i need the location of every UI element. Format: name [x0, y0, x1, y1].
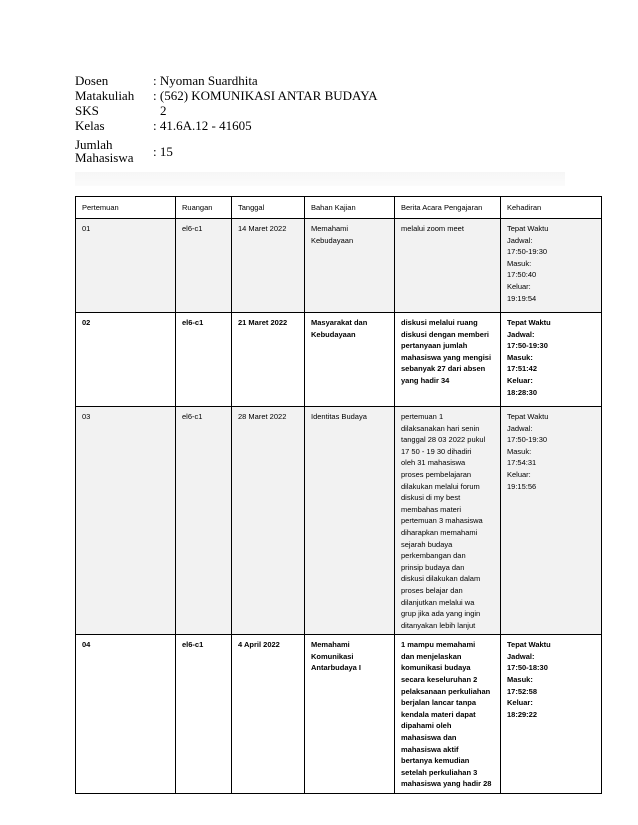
separator-band	[75, 172, 565, 186]
header-kehadiran: Kehadiran	[501, 197, 602, 219]
cell-pertemuan: 04	[76, 635, 176, 794]
dosen-value: : Nyoman Suardhita	[153, 73, 258, 88]
sks-row	[75, 103, 378, 118]
dosen-label: Dosen	[75, 73, 109, 88]
kelas-value: : 41.6A.12 - 41605	[153, 118, 252, 133]
matakuliah-value: : (562) KOMUNIKASI ANTAR BUDAYA	[153, 88, 378, 103]
jumlah-value: : 15	[153, 143, 173, 159]
sks-value: 2	[160, 103, 167, 118]
cell-pertemuan: 02	[76, 313, 176, 407]
cell-ruangan: el6-c1	[176, 635, 232, 794]
cell-ruangan: el6-c1	[176, 313, 232, 407]
header-bahan-kajian: Bahan Kajian	[305, 197, 395, 219]
cell-kehadiran: Tepat Waktu Jadwal: 17:50-19:30 Masuk: 17:54:31 Keluar: 19:15:56	[501, 407, 602, 635]
cell-kehadiran: Tepat Waktu Jadwal: 17:50-18:30 Masuk: 17:52:58 Keluar: 18:29:22	[501, 635, 602, 794]
table-row	[76, 219, 602, 313]
cell-tanggal: 21 Maret 2022	[232, 313, 305, 407]
kelas-row	[75, 118, 378, 133]
cell-tanggal: 14 Maret 2022	[232, 219, 305, 313]
table-row	[76, 313, 602, 407]
cell-pertemuan: 01	[76, 219, 176, 313]
cell-kehadiran: Tepat Waktu Jadwal: 17:50-19:30 Masuk: 17:50:40 Keluar: 19:19:54	[501, 219, 602, 313]
header-ruangan: Ruangan	[176, 197, 232, 219]
cell-berita-acara: diskusi melalui ruang diskusi dengan memberi pertanyaan jumlah mahasiswa yang mengisi sebanyak 27 dari absen yang hadir 34	[395, 313, 501, 407]
jumlah-row	[75, 135, 378, 167]
cell-kehadiran: Tepat Waktu Jadwal: 17:50-19:30 Masuk: 17:51:42 Keluar: 18:28:30	[501, 313, 602, 407]
table-row	[76, 635, 602, 794]
cell-berita-acara: pertemuan 1 dilaksanakan hari senin tanggal 28 03 2022 pukul 17 50 - 19 30 dihadiri oleh 31 mahasiswa proses pembelajaran dilakukan melalui forum diskusi di my best membahas materi pertemuan 3 mahasiswa diharapkan memahami sejarah budaya perkembangan dan prinsip budaya dan diskusi dilakukan dalam proses belajar dan dilanjutkan melalui wa grup jika ada yang ingin ditanyakan lebih lanjut	[395, 407, 501, 635]
cell-berita-acara: melalui zoom meet	[395, 219, 501, 313]
matakuliah-row	[75, 88, 378, 103]
cell-ruangan: el6-c1	[176, 407, 232, 635]
dosen-row	[75, 73, 378, 88]
table-header-row	[76, 197, 602, 219]
cell-bahan-kajian: Memahami Komunikasi Antarbudaya I	[305, 635, 395, 794]
cell-bahan-kajian: Memahami Kebudayaan	[305, 219, 395, 313]
matakuliah-label: Matakuliah	[75, 88, 135, 103]
cell-tanggal: 4 April 2022	[232, 635, 305, 794]
jumlah-label: Jumlah Mahasiswa	[75, 137, 134, 165]
cell-pertemuan: 03	[76, 407, 176, 635]
header-tanggal: Tanggal	[232, 197, 305, 219]
kelas-label: Kelas	[75, 118, 105, 133]
cell-bahan-kajian: Masyarakat dan Kebudayaan	[305, 313, 395, 407]
cell-tanggal: 28 Maret 2022	[232, 407, 305, 635]
attendance-table	[75, 196, 602, 794]
sks-label: SKS	[75, 103, 99, 118]
cell-bahan-kajian: Identitas Budaya	[305, 407, 395, 635]
header-pertemuan: Pertemuan	[76, 197, 176, 219]
header-berita-acara: Berita Acara Pengajaran	[395, 197, 501, 219]
cell-berita-acara: 1 mampu memahami dan menjelaskan komunikasi budaya secara keseluruhan 2 pelaksanaan perkuliahan berjalan lancar tanpa kendala materi dapat dipahami oleh mahasiswa dan mahasiswa aktif bertanya kemudian setelah perkuliahan 3 mahasiswa yang hadir 28	[395, 635, 501, 794]
cell-ruangan: el6-c1	[176, 219, 232, 313]
table-row	[76, 407, 602, 635]
course-info	[75, 73, 378, 167]
